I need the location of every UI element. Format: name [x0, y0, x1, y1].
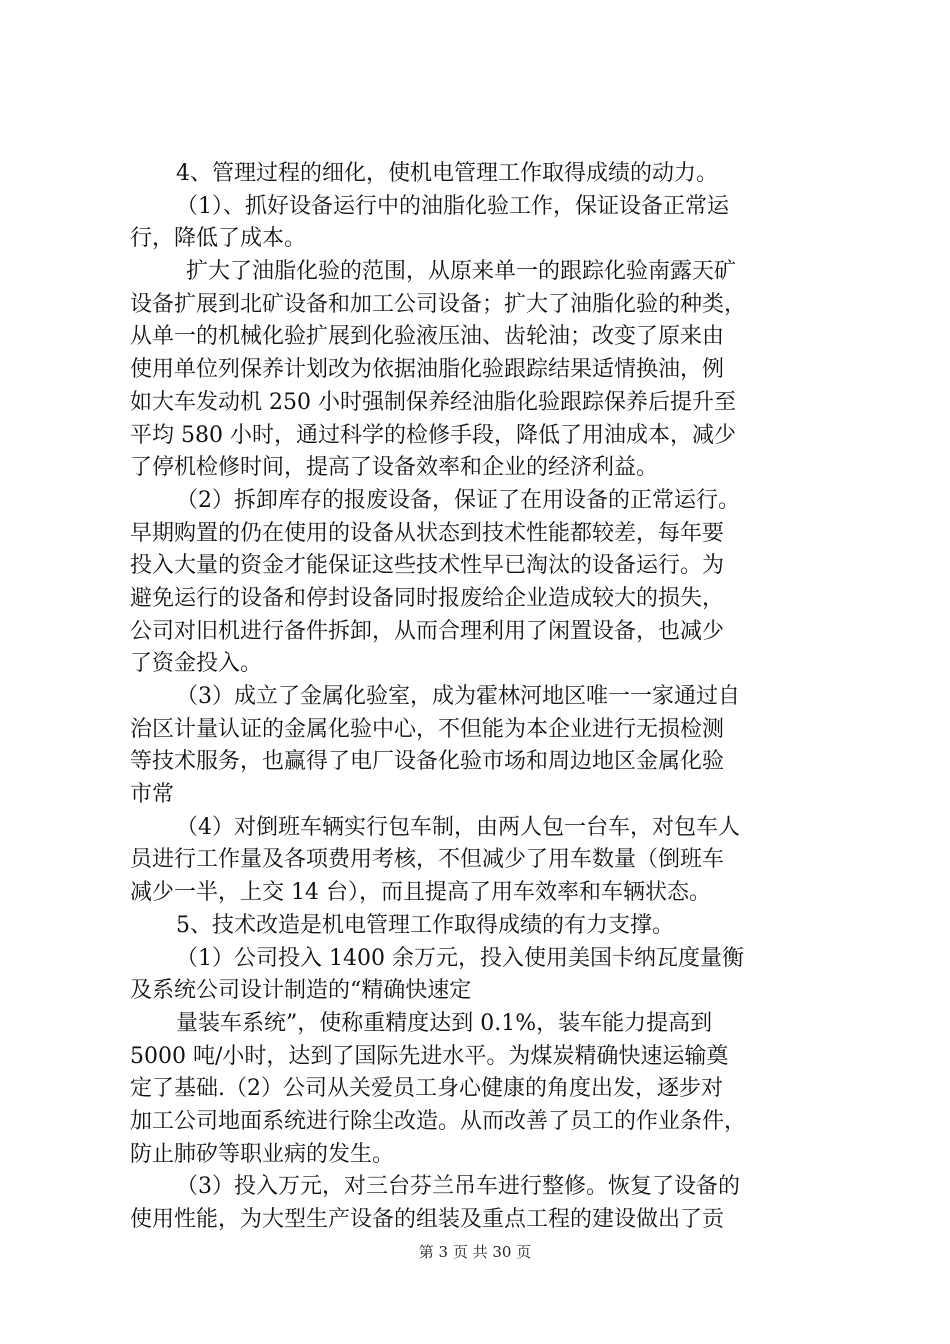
text-line: 了资金投入。 — [130, 651, 263, 677]
text-line: 定了基础.（2）公司从关爱员工身心健康的角度出发，逐步对 — [130, 1076, 723, 1102]
text-line: 员进行工作量及各项费用考核，不但减少了用车数量（倒班车 — [130, 847, 725, 873]
text-line: （3）成立了金属化验室，成为霍林河地区唯一一家通过自 — [176, 684, 740, 709]
text-line: 公司对旧机进行备件拆卸，从而合理利用了闲置设备，也减少 — [130, 618, 725, 644]
text-line: 等技术服务，也赢得了电厂设备化验市场和周边地区金属化验 — [130, 749, 725, 775]
text-line: 防止肺矽等职业病的发生。 — [130, 1141, 395, 1167]
text-line: 治区计量认证的金属化验中心，不但能为本企业进行无损检测 — [130, 716, 725, 742]
text-line: 早期购置的仍在使用的设备从状态到技术性能都较差，每年要 — [130, 520, 725, 546]
text-line: 减少一半，上交 14 台），而且提高了用车效率和车辆状态。 — [130, 880, 711, 906]
text-line: 使用单位列保养计划改为依据油脂化验跟踪结果适情换油，例 — [130, 357, 725, 383]
text-line: 5000 吨/小时，达到了国际先进水平。为煤炭精确快速运输奠 — [130, 1043, 729, 1069]
text-line: 5、技术改造是机电管理工作取得成绩的有力支撑。 — [176, 912, 674, 938]
text-line: 从单一的机械化验扩展到化验液压油、齿轮油；改变了原来由 — [130, 324, 725, 350]
text-line: 4、管理过程的细化，使机电管理工作取得成绩的动力。 — [176, 161, 718, 186]
text-line: 行，降低了成本。 — [130, 226, 307, 252]
text-line: （4）对倒班车辆实行包车制，由两人包一台车，对包车人 — [176, 814, 740, 840]
text-line: （1）、抓好设备运行中的油脂化验工作，保证设备正常运 — [176, 193, 729, 219]
text-line: 及系统公司设计制造的“精确快速定 — [130, 978, 472, 1004]
text-line: 量装车系统”，使称重精度达到 0.1%，装车能力提高到 — [176, 1010, 713, 1036]
text-line: 平均 580 小时，通过科学的检修手段，降低了用油成本，减少 — [130, 422, 736, 448]
text-line: 避免运行的设备和停封设备同时报废给企业造成较大的损失， — [130, 585, 725, 611]
text-line: 投入大量的资金才能保证这些技术性早已淘汰的设备运行。为 — [130, 553, 725, 579]
text-line: 了停机检修时间，提高了设备效率和企业的经济利益。 — [130, 455, 659, 481]
text-line: （1）公司投入 1400 余万元，投入使用美国卡纳瓦度量衡 — [176, 945, 744, 971]
text-line: 市常 — [130, 782, 175, 808]
text-line: 使用性能，为大型生产设备的组装及重点工程的建设做出了贡 — [130, 1207, 725, 1232]
text-line: 设备扩展到北矿设备和加工公司设备；扩大了油脂化验的种类， — [130, 291, 747, 317]
text-line: 加工公司地面系统进行除尘改造。从而改善了员工的作业条件， — [130, 1108, 747, 1134]
text-line: （2）拆卸库存的报废设备，保证了在用设备的正常运行。 — [176, 487, 740, 513]
text-line: 扩大了油脂化验的范围，从原来单一的跟踪化验南露天矿 — [186, 259, 737, 285]
text-line: 如大车发动机 250 小时强制保养经油脂化验跟踪保养后提升至 — [130, 389, 736, 415]
text-line: （3）投入万元，对三台芬兰吊车进行整修。恢复了设备的 — [176, 1174, 740, 1200]
page-number-footer: 第 3 页 共 30 页 — [418, 1243, 532, 1261]
